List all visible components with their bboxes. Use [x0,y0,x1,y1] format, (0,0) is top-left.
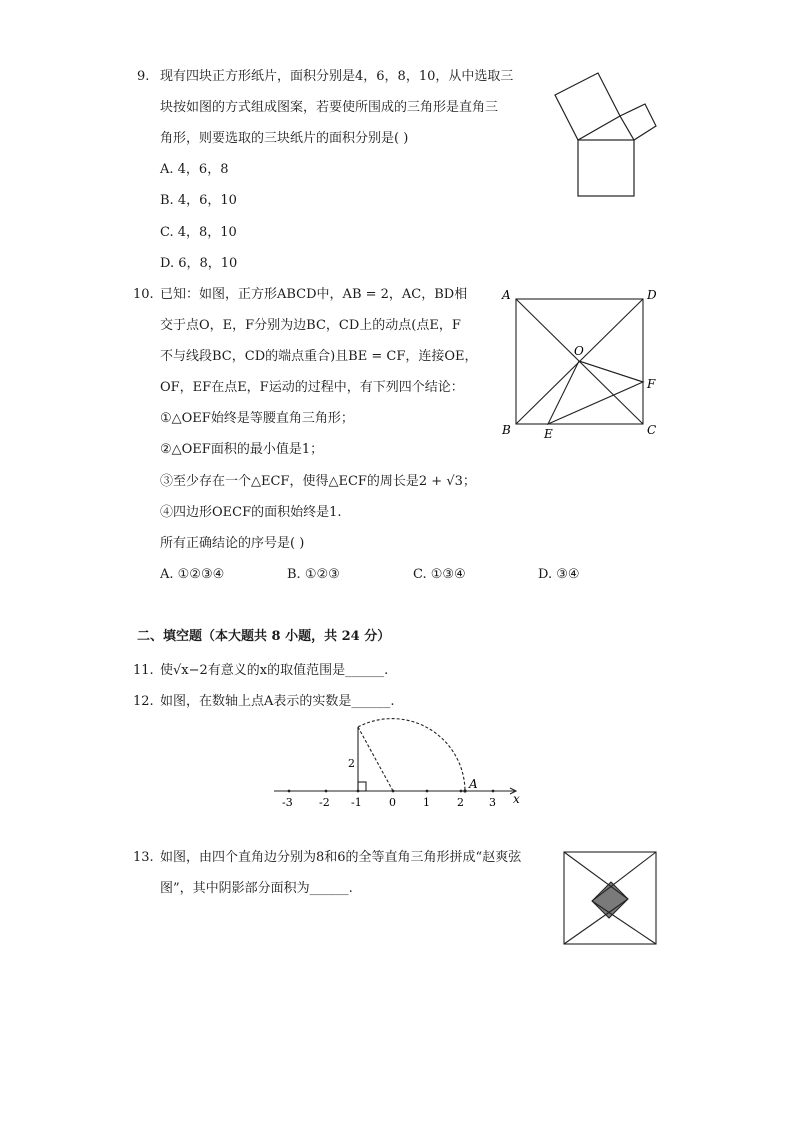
q9-option-d: D. 6，8，10 [160,256,238,271]
q10-square-figure [498,286,668,446]
q9-bottom-square [578,140,634,196]
q12-number-line-figure [270,715,530,815]
q13-zhao-shuang-figure [560,848,660,948]
q10-prompt: 所有正确结论的序号是( ) [160,536,305,551]
q10-label-d: D [647,288,657,302]
q10-option-b: B. ①②③ [287,567,340,582]
q11-number: 11. [133,663,154,678]
q10-option-c: C. ①③④ [413,567,466,582]
q10-label-c: C [647,423,657,437]
q12-tick-neg2: -2 [319,796,330,809]
q12-tick-3: 3 [489,796,496,809]
q10-conclusion-4: ④四边形OECF的面积始终是1. [160,505,342,520]
q10-line-1: 已知：如图，正方形ABCD中，AB = 2，AC，BD相 [160,287,468,302]
q9-option-a: A. 4，6，8 [160,162,229,177]
q13-number: 13. [133,850,154,865]
q10-conclusion-1: ①△OEF始终是等腰直角三角形； [160,411,354,426]
q9-line-1: 现有四块正方形纸片，面积分别是4，6，8，10，从中选取三 [160,69,514,84]
q12-tick-2: 2 [457,796,464,809]
q9-option-b: B. 4，6，10 [160,193,237,208]
q12-tick-neg1: -1 [351,796,362,809]
q9-number: 9. [137,69,150,84]
q10-line-4: OF，EF在点E，F运动的过程中，有下列四个结论： [160,380,464,395]
q9-option-c: C. 4，8，10 [160,225,237,240]
q10-line-3: 不与线段BC，CD的端点重合)且BE = CF，连接OE， [160,349,478,364]
q10-option-a: A. ①②③④ [160,567,225,582]
q12-tick-1: 1 [423,796,430,809]
q10-conclusion-3: ③至少存在一个△ECF，使得△ECF的周长是2 + √3； [160,474,476,489]
q9-line-2: 块按如图的方式组成图案，若要使所围成的三角形是直角三 [160,100,499,115]
q10-label-b: B [502,423,511,437]
q10-label-a: A [502,288,511,302]
q12-height-label: 2 [348,757,355,770]
q12-arc [358,719,465,791]
q10-label-e: E [544,427,553,441]
q12-text: 如图，在数轴上点A表示的实数是______. [160,694,395,709]
q12-number: 12. [133,694,154,709]
q10-conclusion-2: ②△OEF面积的最小值是1； [160,442,324,457]
q10-number: 10. [133,287,154,302]
q10-label-f: F [647,377,656,391]
section-2-title: 二、填空题（本大题共 8 小题，共 24 分） [137,629,391,644]
q9-left-square [555,73,620,140]
q12-axis-label: x [513,792,520,806]
q9-squares-figure [550,68,670,203]
q9-right-square [620,104,656,140]
q10-label-o: O [574,344,584,358]
q13-line-2: 图”，其中阴影部分面积为______. [160,881,353,896]
q10-option-d: D. ③④ [538,567,580,582]
q10-line-2: 交于点O，E，F分别为边BC，CD上的动点(点E，F [160,318,461,333]
q12-point-a-label: A [469,777,478,791]
q9-line-3: 角形，则要选取的三块纸片的面积分别是( ) [160,131,409,146]
q11-text: 使√x−2有意义的x的取值范围是______. [160,663,389,678]
q12-tick-0: 0 [389,796,396,809]
q12-tick-neg3: -3 [282,796,293,809]
q13-line-1: 如图，由四个直角边分别为8和6的全等直角三角形拼成“赵爽弦 [160,850,522,865]
